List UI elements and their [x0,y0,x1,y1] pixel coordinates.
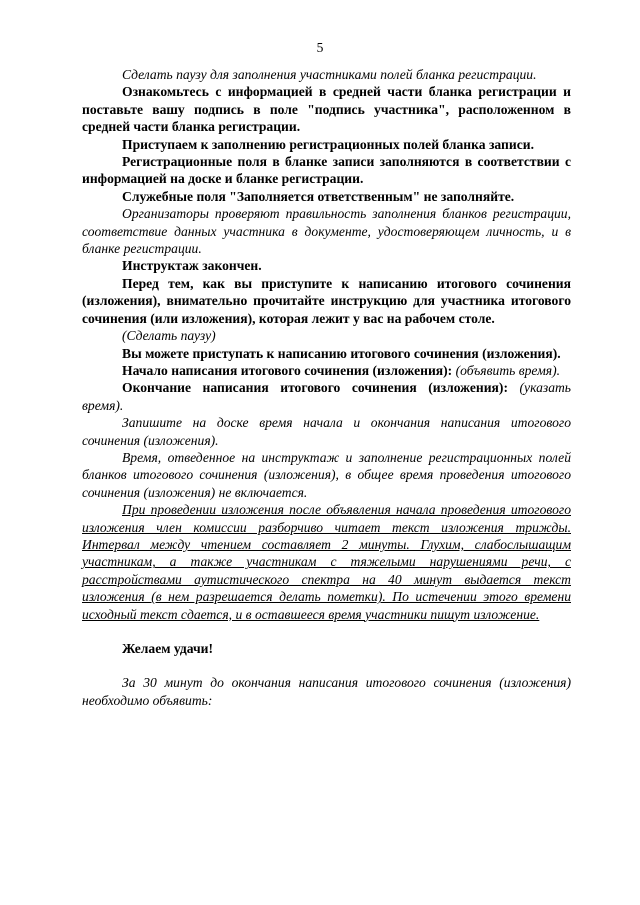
page-number: 5 [316,40,324,55]
paragraph-write-on-board: Запишите на доске время начала и окончания написания итогового сочинения (изложения). [82,415,571,448]
paragraph-good-luck: Желаем удачи! [122,641,213,656]
paragraph-service-fields: Служебные поля "Заполняется ответственным" не заполняйте. [122,188,515,204]
start-time-label: Начало написания итогового сочинения (изложения): [122,362,456,378]
paragraph-start-time [82,362,571,379]
paragraph-organizers-check: Организаторы проверяют правильность заполнения бланков регистрации, соответствие данных участника в документе, удостоверяющем личность, и в бланке регистрации. [82,206,571,257]
paragraph-30-minutes-notice: За 30 минут до окончания написания итогового сочинения (изложения) необходимо объявить: [82,675,571,708]
paragraph-pause-registration: Сделать паузу для заполнения участниками полей бланка регистрации. [122,67,537,82]
paragraph-briefing-finished: Инструктаж закончен. [122,258,262,274]
paragraph-time-not-included: Время, отведенное на инструктаж и заполнение регистрационных полей бланков итогового сочинения (изложения), в общее время проведения итогового сочинения (изложения) не включается. [82,449,571,500]
document-body [82,66,571,709]
end-time-label: Окончание написания итогового сочинения (изложения): [122,380,520,396]
paragraph-fill-record-fields: Приступаем к заполнению регистрационных полей бланка записи. [122,136,534,152]
end-time-note: (указать время). [82,380,571,413]
paragraph-end-time [82,379,571,414]
paragraph-sign-registration: Ознакомьтесь с информацией в средней части бланка регистрации и поставьте вашу подпись в поле "подпись участника", расположенном в средней части бланка регистрации. [82,84,571,135]
paragraph-record-fields-rule: Регистрационные поля в бланке записи заполняются в соответствии с информацией на доске и бланке регистрации. [82,154,571,187]
paragraph-summary-procedure: При проведении изложения после объявления начала проведения итогового изложения член комиссии разборчиво читает текст изложения трижды. Интервал между чтением составляет 2 минуты. Глухим, слабослышащим участникам, а также участникам с тяжелыми нарушениями речи, с расстройствами аутистического спектра на 40 минут выдается текст изложения (в нем разрешается делать пометки). По истечении этого времени исходный текст сдается, и в оставшееся время участники пишут изложение. [82,502,571,622]
paragraph-make-pause: (Сделать паузу) [122,328,216,344]
paragraph-may-start: Вы можете приступать к написанию итогового сочинения (изложения). [122,345,561,361]
start-time-note: (объявить время). [455,362,561,378]
paragraph-read-instruction: Перед тем, как вы приступите к написанию итогового сочинения (изложения), внимательно прочитайте инструкцию для участника итогового сочинения (или изложения), которая лежит у вас на рабочем столе. [82,275,571,326]
